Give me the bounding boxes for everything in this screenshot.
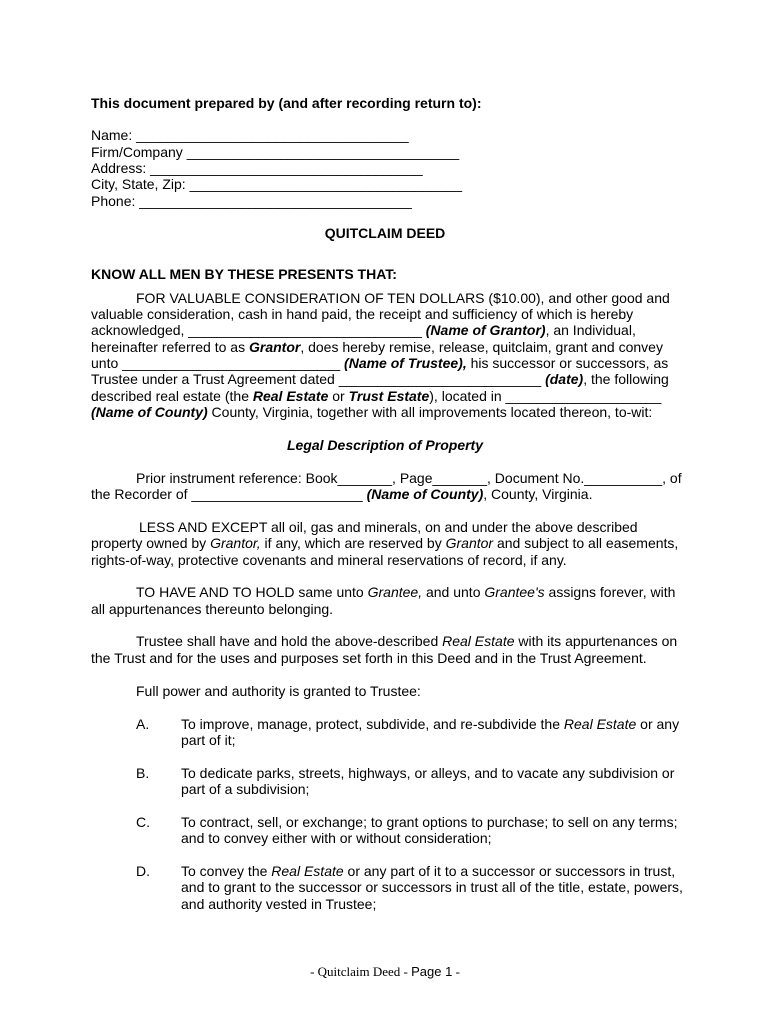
item-a-line2: part of it;	[181, 732, 236, 748]
trustee-hold-line2: the Trust and for the uses and purposes set forth in this Deed and in the Trust Agreement.	[91, 650, 647, 666]
text: assigns forever, with	[544, 584, 676, 600]
text: To convey the	[181, 863, 272, 879]
field-blank: ___________________________________	[136, 127, 409, 143]
text: described real estate (the	[91, 388, 253, 404]
preparer-city-line	[91, 176, 462, 192]
document-title: QUITCLAIM DEED	[324, 225, 446, 241]
text: the Recorder of ______________________	[91, 486, 367, 502]
item-letter: C.	[136, 814, 150, 830]
field-label: Phone:	[91, 193, 136, 209]
text: Trustee under a Trust Agreement dated __________________________	[91, 371, 546, 387]
text: , County, Virginia.	[483, 486, 593, 502]
field-label: Firm/Company	[91, 144, 183, 160]
text: if any, which are reserved by	[260, 535, 446, 551]
text: hereinafter referred to as	[91, 339, 249, 355]
text: , does hereby remise, release, quitclaim, grant and convey	[300, 339, 663, 355]
grantor-term: Grantor,	[210, 535, 261, 551]
text: with its appurtenances on	[514, 633, 678, 649]
legal-description-heading: Legal Description of Property	[286, 437, 484, 453]
item-c-line2: and to convey either with or without consideration;	[181, 830, 492, 846]
grantee-term: Grantee,	[367, 584, 423, 600]
text: and subject to all easements,	[493, 535, 679, 551]
grantor-term: Grantor	[248, 339, 301, 355]
less-except-line1: LESS AND EXCEPT all oil, gas and minerals, on and under the above described	[139, 519, 638, 535]
field-label: Name:	[91, 127, 133, 143]
item-letter: D.	[136, 863, 150, 879]
date-placeholder: (date)	[545, 371, 584, 387]
footer-tail: -	[452, 964, 460, 979]
item-letter: B.	[136, 765, 150, 781]
grantor-term: Grantor	[445, 535, 494, 551]
field-blank: ___________________________________	[189, 176, 463, 192]
preparer-name-line	[91, 127, 409, 143]
para1-line1: FOR VALUABLE CONSIDERATION OF TEN DOLLARS ($10.00), and other good and	[136, 290, 670, 306]
preparer-phone-line	[91, 193, 412, 209]
text: acknowledged, ______________________________	[91, 322, 426, 338]
text: or any	[636, 716, 680, 732]
para1-line3	[91, 322, 636, 338]
field-blank: ___________________________________	[186, 144, 460, 160]
para1-line4	[91, 339, 663, 355]
field-label: City, State, Zip:	[91, 176, 186, 192]
trustee-hold-line1	[136, 633, 677, 649]
know-all-heading: KNOW ALL MEN BY THESE PRESENTS THAT:	[91, 266, 397, 282]
grantor-name-placeholder: (Name of Grantor)	[425, 322, 546, 338]
item-letter: A.	[136, 716, 150, 732]
item-b-line2: part of a subdivision;	[181, 781, 310, 797]
text: County, Virginia, together with all improvements located thereon, to-wit:	[207, 404, 653, 420]
para1-line5	[91, 355, 668, 371]
item-d-line3: and authority vested in Trustee;	[181, 896, 377, 912]
grantee-term: Grantee's	[484, 584, 545, 600]
to-have-line2: all appurtenances thereunto belonging.	[91, 601, 334, 617]
trust-estate-term: Trust Estate	[348, 388, 430, 404]
field-blank: ___________________________________	[150, 160, 423, 176]
para1-line2: valuable consideration, cash in hand paid, the receipt and sufficiency of which is hereby	[91, 306, 634, 322]
text: unto ____________________________	[91, 355, 345, 371]
real-estate-term: Real Estate	[271, 863, 344, 879]
footer-label: - Quitclaim Deed -	[310, 964, 412, 979]
text: and unto	[422, 584, 485, 600]
real-estate-term: Real Estate	[252, 388, 329, 404]
item-a-line1	[181, 716, 679, 732]
text: his successor or successors, as	[466, 355, 669, 371]
text: , an Individual,	[545, 322, 636, 338]
page-footer	[0, 964, 770, 980]
text: To improve, manage, protect, subdivide, and re-subdivide the	[181, 716, 564, 732]
real-estate-term: Real Estate	[442, 633, 515, 649]
power-intro: Full power and authority is granted to Trustee:	[136, 683, 421, 699]
preparer-address-line	[91, 160, 423, 176]
trustee-name-placeholder: (Name of Trustee),	[344, 355, 467, 371]
prepared-by-heading: This document prepared by (and after recording return to):	[91, 95, 482, 111]
para1-line7	[91, 388, 661, 404]
page-number: Page 1	[411, 964, 453, 979]
text: Trustee shall have and hold the above-described	[136, 633, 443, 649]
county-placeholder: (Name of County)	[91, 404, 208, 420]
prior-reference-line1: Prior instrument reference: Book_______, Page_______, Document No.__________, of	[136, 470, 682, 486]
real-estate-term: Real Estate	[563, 716, 637, 732]
preparer-firm-line	[91, 144, 459, 160]
prior-reference-line2	[91, 486, 592, 502]
item-c-line1: To contract, sell, or exchange; to grant options to purchase; to sell on any terms;	[181, 814, 678, 830]
item-d-line2: and to grant to the successor or successors in trust all of the title, estate, powers,	[181, 879, 683, 895]
item-b-line1: To dedicate parks, streets, highways, or alleys, and to vacate any subdivision or	[181, 765, 675, 781]
less-except-line2	[91, 535, 678, 551]
text: or	[328, 388, 349, 404]
to-have-line1	[136, 584, 675, 600]
text: ), located in ____________________	[429, 388, 662, 404]
para1-line6	[91, 371, 669, 387]
text: or any part of it to a successor or successors in trust,	[343, 863, 676, 879]
para1-line8	[91, 404, 652, 420]
county-placeholder: (Name of County)	[366, 486, 484, 502]
less-except-line3: rights-of-way, protective covenants and mineral reservations of record, if any.	[91, 552, 567, 568]
field-blank: ___________________________________	[139, 193, 412, 209]
field-label: Address:	[91, 160, 147, 176]
text: TO HAVE AND TO HOLD same unto	[136, 584, 368, 600]
text: , the following	[583, 371, 669, 387]
item-d-line1	[181, 863, 675, 879]
text: property owned by	[91, 535, 211, 551]
